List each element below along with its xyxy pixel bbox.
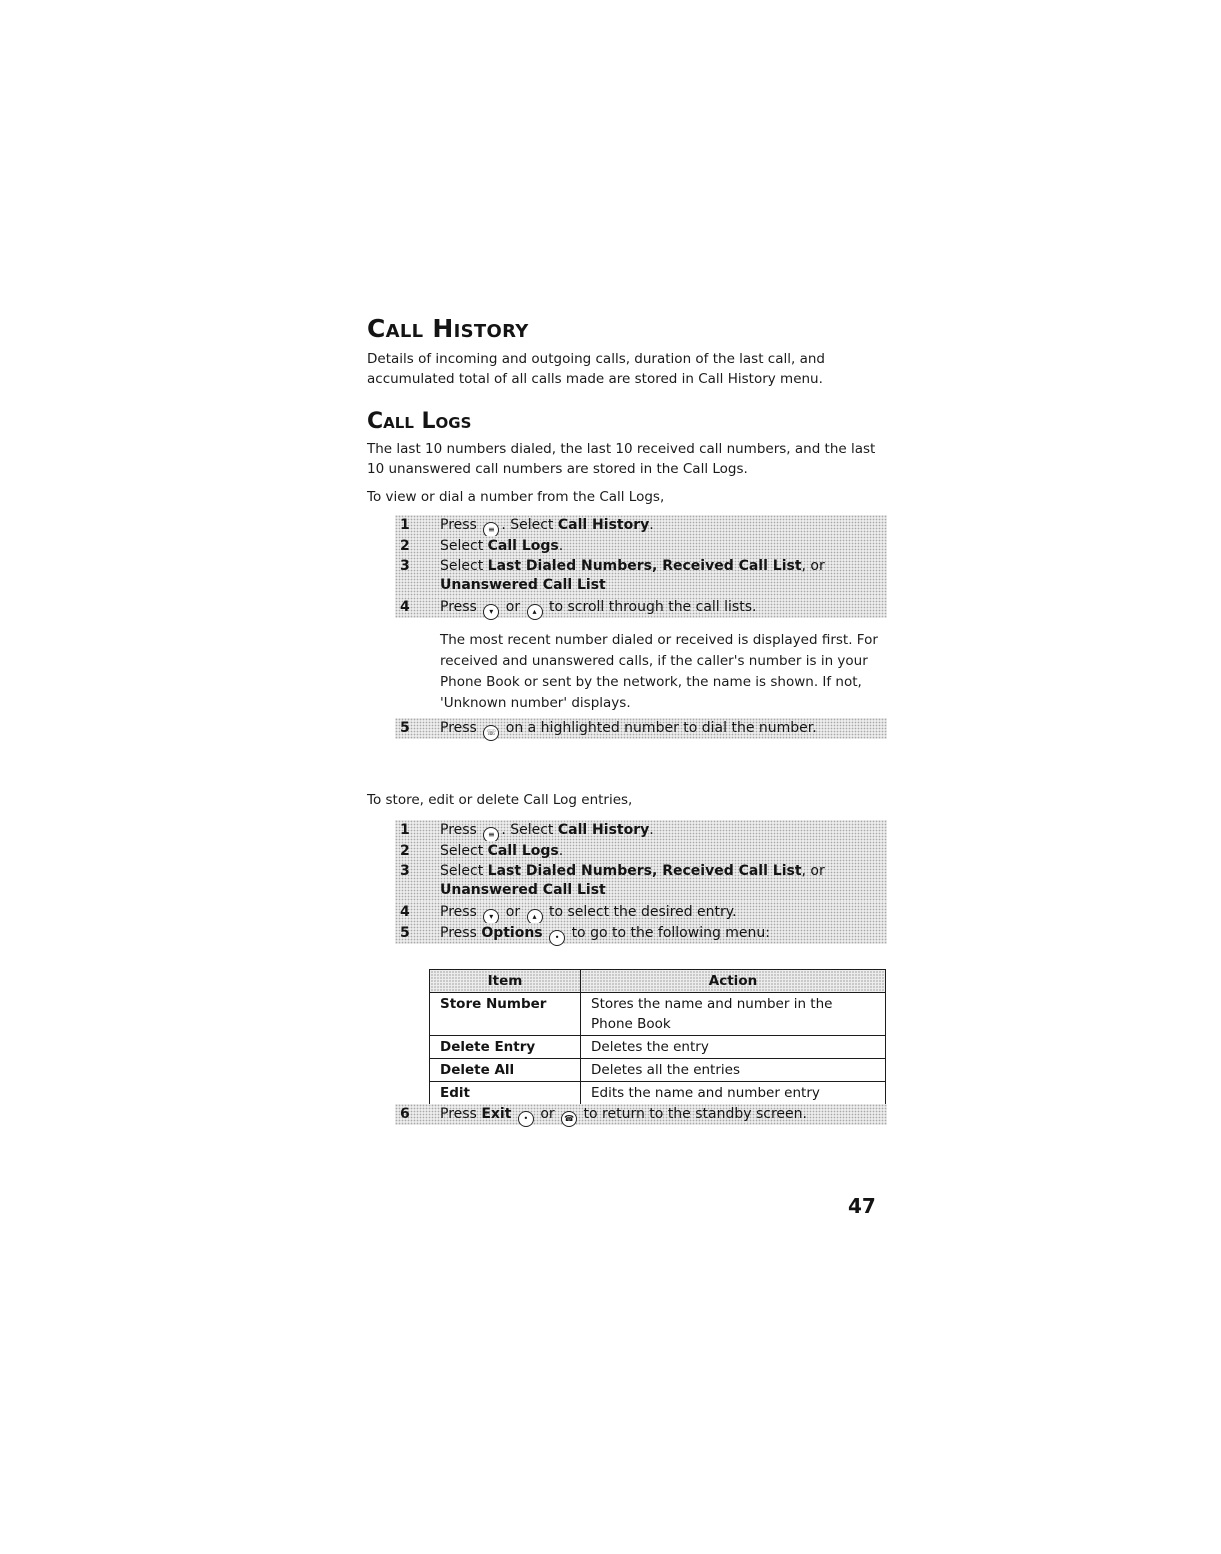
page-title: Call History	[367, 314, 529, 343]
soft-key-icon: •	[549, 930, 565, 946]
view-note: The most recent number dialed or received is displayed first. For received and unanswered calls, if the caller's number is in your Phone Book or sent by the network, the name is shown. If not, 'Unknown number' displays.	[440, 632, 878, 711]
edit-step-1	[395, 820, 887, 841]
view-steps	[395, 515, 887, 618]
step-number: 5	[400, 720, 410, 736]
menu-key-icon: ≡	[483, 827, 499, 843]
step-number: 2	[400, 538, 410, 554]
nav-down-key-icon: ▾	[483, 909, 499, 925]
step-number: 1	[400, 822, 410, 838]
edit-steps	[395, 820, 887, 944]
table-header-action: Action	[581, 970, 886, 993]
step-text: Select Call Logs.	[440, 538, 564, 554]
end-key-icon: ☎	[561, 1111, 577, 1127]
table-header-item: Item	[430, 970, 581, 993]
step-text: Press ▾ or ▴ to scroll through the call lists.	[440, 597, 881, 620]
step-number: 3	[400, 558, 410, 574]
step-number: 4	[400, 599, 410, 615]
view-steps-continued	[395, 718, 887, 739]
edit-step-2	[395, 841, 887, 862]
logs-intro-paragraph: The last 10 numbers dialed, the last 10 received call numbers, and the last 10 unanswered call numbers are stored in the Call Logs.	[367, 441, 876, 477]
step-number: 4	[400, 904, 410, 920]
table-row	[430, 993, 886, 1036]
step-text: Select Call Logs.	[440, 843, 564, 859]
action-cell: Deletes the entry	[581, 1036, 886, 1059]
step-text: Press Options • to go to the following menu:	[440, 923, 881, 946]
view-step-1	[395, 515, 887, 536]
edit-steps-continued	[395, 1104, 887, 1125]
item-cell: Delete All	[430, 1059, 581, 1082]
table-row	[430, 1059, 886, 1082]
step-number: 6	[400, 1106, 410, 1122]
edit-step-6	[395, 1104, 887, 1125]
step-number: 5	[400, 925, 410, 941]
nav-down-key-icon: ▾	[483, 604, 499, 620]
step-number: 1	[400, 517, 410, 533]
view-step-5	[395, 718, 887, 739]
section-title: Call Logs	[367, 409, 472, 434]
step-text: Press ≡ . Select Call History.	[440, 820, 881, 843]
view-step-3	[395, 557, 887, 597]
intro-paragraph: Details of incoming and outgoing calls, duration of the last call, and accumulated total of all calls made are stored in Call History menu.	[367, 351, 825, 387]
page-number: 47	[848, 1194, 876, 1218]
soft-key-icon: •	[518, 1111, 534, 1127]
action-cell: Deletes all the entries	[581, 1059, 886, 1082]
table-row	[430, 1036, 886, 1059]
step-text: Press ▾ or ▴ to select the desired entry.	[440, 902, 881, 925]
table-header-row	[430, 970, 886, 993]
step-number: 2	[400, 843, 410, 859]
nav-up-key-icon: ▴	[527, 604, 543, 620]
step-text: Select Last Dialed Numbers, Received Call List, or Unanswered Call List	[440, 863, 825, 898]
options-table	[429, 969, 886, 1105]
table-row	[430, 1082, 886, 1105]
item-cell: Delete Entry	[430, 1036, 581, 1059]
nav-up-key-icon: ▴	[527, 909, 543, 925]
item-cell: Edit	[430, 1082, 581, 1105]
view-step-2	[395, 536, 887, 557]
step-text: Press ≡ . Select Call History.	[440, 515, 881, 538]
view-step-4	[395, 597, 887, 618]
send-key-icon: ☏	[483, 725, 499, 741]
action-cell: Edits the name and number entry	[581, 1082, 886, 1105]
step-number: 3	[400, 863, 410, 879]
edit-step-5	[395, 923, 887, 944]
step-text: Press ☏ on a highlighted number to dial the number.	[440, 718, 881, 741]
edit-step-4	[395, 902, 887, 923]
item-cell: Store Number	[430, 993, 581, 1036]
action-cell: Stores the name and number in the Phone Book	[581, 993, 886, 1036]
view-lead-text: To view or dial a number from the Call Logs,	[367, 489, 665, 505]
edit-step-3	[395, 862, 887, 902]
edit-lead-text: To store, edit or delete Call Log entries,	[367, 792, 633, 808]
step-text: Press Exit • or ☎ to return to the standby screen.	[440, 1104, 881, 1127]
menu-key-icon: ≡	[483, 522, 499, 538]
step-text: Select Last Dialed Numbers, Received Call List, or Unanswered Call List	[440, 558, 825, 593]
